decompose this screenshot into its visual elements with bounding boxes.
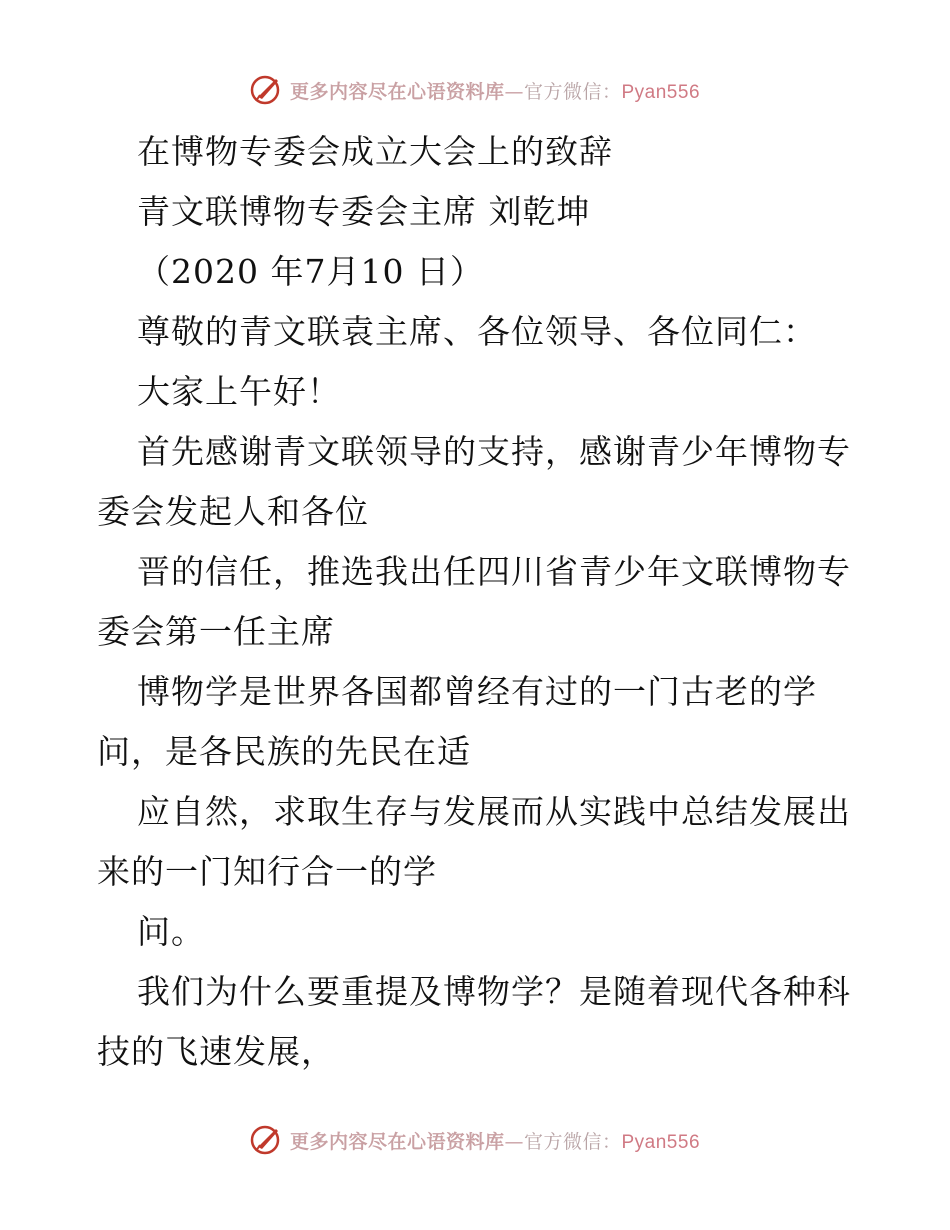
footer-watermark (0, 1120, 950, 1160)
text-line: 尊敬的青文联袁主席、各位领导、各位同仁： (137, 312, 817, 351)
text-line: 在博物专委会成立大会上的致辞 (137, 132, 613, 171)
text-line: 晋的信任，推选我出任四川省青少年文联博物专 (137, 552, 851, 591)
text-line: 来的一门知行合一的学 (97, 852, 437, 891)
text-line: 问。 (137, 912, 205, 951)
text-line: 技的飞速发展， (97, 1032, 335, 1071)
text-line: 青文联博物专委会主席 刘乾坤 (137, 192, 591, 231)
text-line: 应自然，求取生存与发展而从实践中总结发展出 (137, 792, 851, 831)
watermark-text: 更多内容尽在心语资料库—官方微信：Pyan556 (289, 80, 701, 103)
text-line: 我们为什么要重提及博物学？是随着现代各种科 (137, 972, 851, 1011)
text-line: 委会发起人和各位 (97, 492, 369, 531)
document-body (97, 122, 857, 1082)
text-line: （2020 年7月10 日） (137, 252, 484, 291)
text-line: 委会第一任主席 (97, 612, 335, 651)
quill-logo-icon (250, 1123, 284, 1157)
text-line: 首先感谢青文联领导的支持，感谢青少年博物专 (137, 432, 851, 471)
watermark-text: 更多内容尽在心语资料库—官方微信：Pyan556 (289, 1130, 701, 1153)
text-line: 大家上午好！ (137, 372, 341, 411)
quill-logo-icon (250, 73, 284, 107)
text-line: 问，是各民族的先民在适 (97, 732, 471, 771)
header-watermark (0, 70, 950, 110)
text-line: 博物学是世界各国都曾经有过的一门古老的学 (137, 672, 817, 711)
